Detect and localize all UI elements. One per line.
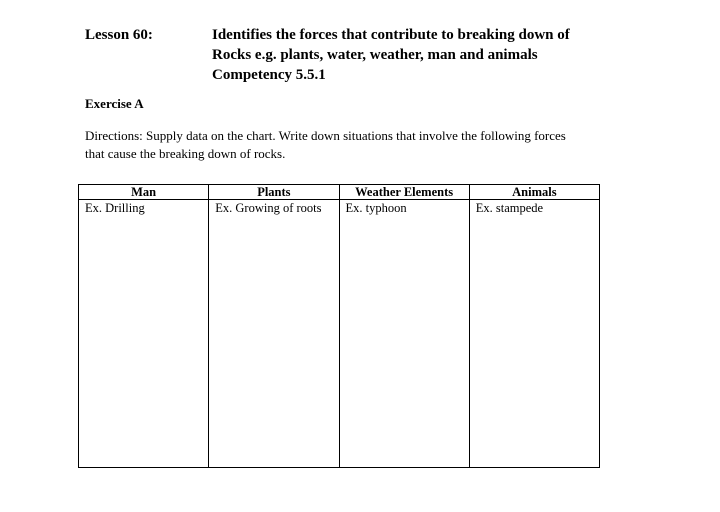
header-plants: Plants [209,185,339,200]
example-plants: Ex. Growing of roots [215,201,322,215]
lesson-title [212,25,672,85]
exercise-heading: Exercise A [85,96,144,111]
directions-text [85,127,645,163]
lesson-title-line: Rocks e.g. plants, water, weather, man and animals [212,47,538,63]
chart-header-row [79,185,600,200]
example-animals: Ex. stampede [475,201,544,215]
lesson-number: Lesson 60: [85,27,153,43]
cell-animals[interactable] [469,200,599,468]
header-man: Man [79,185,209,200]
chart-answer-row [79,200,600,468]
example-man: Ex. Drilling [85,201,145,215]
example-weather: Ex. typhoon [345,201,407,215]
header-weather-elements: Weather Elements [339,185,469,200]
cell-weather-elements[interactable] [339,200,469,468]
directions-line: that cause the breaking down of rocks. [85,146,286,161]
header-animals: Animals [469,185,599,200]
cell-plants[interactable] [209,200,339,468]
lesson-title-line: Identifies the forces that contribute to breaking down of [212,27,570,43]
cell-man[interactable] [79,200,209,468]
forces-chart [78,184,600,468]
directions-line: Directions: Supply data on the chart. Write down situations that involve the following forces [85,128,566,143]
competency-line: Competency 5.5.1 [212,67,326,83]
